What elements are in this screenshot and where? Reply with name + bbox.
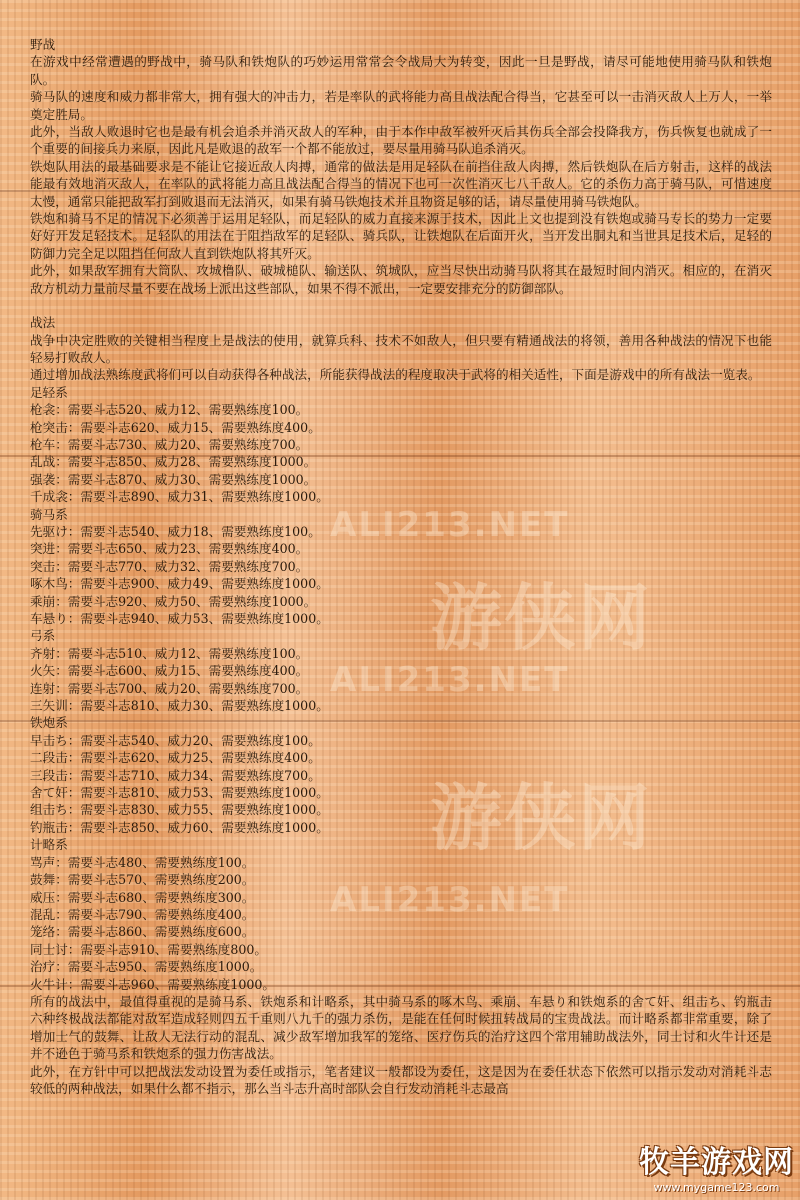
list-item: 组击ち：需要斗志830、威力55、需要熟练度1000。 (30, 802, 329, 818)
paragraph: 此外，在方针中可以把战法发动设置为委任或指示，笔者建议一般都设为委任，这是因为在委任状态下依然可以指示发动对消耗斗志较低的两种战法，如果什么都不指示，那么当斗志升高时部队会自行发动消耗斗志最高 (30, 1063, 772, 1096)
group-heading-cavalry: 骑马系 (30, 506, 68, 522)
list-item: 先驱け：需要斗志540、威力18、需要熟练度100。 (30, 523, 321, 539)
group-heading-strategy: 计略系 (30, 837, 68, 853)
list-item: 舍て奸：需要斗志810、威力53、需要熟练度1000。 (30, 785, 329, 801)
section-heading-field-battle: 野战 (30, 37, 56, 52)
list-item: 连射：需要斗志700、威力20、需要熟练度700。 (30, 680, 309, 696)
list-item: 枪突击：需要斗志620、威力15、需要熟练度400。 (30, 419, 321, 435)
paragraph: 此外，当敌人败退时它也是最有机会追杀并消灭敌人的军种，由于本作中敌军被歼灭后其伤兵全部会投降我方，伤兵恢复也就成了一个重要的间接兵力来原，因此凡是败退的敌军一个都不能放过，要尽量用骑马队追杀消灭。 (30, 124, 772, 157)
list-item: 突进：需要斗志650、威力23、需要熟练度400。 (30, 541, 309, 557)
list-item: 二段击：需要斗志620、威力25、需要熟练度400。 (30, 750, 321, 766)
list-item: 同士讨：需要斗志910、需要熟练度800。 (30, 941, 267, 957)
list-item: 治疗：需要斗志950、需要熟练度1000。 (30, 959, 263, 975)
logo-title: 牧羊游戏网 (639, 1145, 794, 1180)
paragraph: 骑马队的速度和威力都非常大，拥有强大的冲击力，若是率队的武将能力高且战法配合得当，它甚至可以一击消灭敌人上万人，一举奠定胜局。 (30, 89, 772, 122)
watermark-youxia: 游侠网 (430, 776, 653, 860)
list-item: 车悬り：需要斗志940、威力53、需要熟练度1000。 (30, 611, 329, 626)
list-item: 骂声：需要斗志480、需要熟练度100。 (30, 854, 255, 870)
list-item: 强袭：需要斗志870、威力30、需要熟练度1000。 (30, 471, 317, 487)
group-heading-gun: 铁炮系 (30, 715, 68, 731)
watermark-youxia: 游侠网 (430, 576, 653, 660)
article-content (30, 36, 772, 1097)
paragraph: 在游戏中经常遭遇的野战中，骑马队和铁炮队的巧妙运用常常会令战局大为转变，因此一旦是野战，请尽可能地使用骑马队和铁炮队。 (30, 54, 772, 87)
list-item: 突击：需要斗志770、威力32、需要熟练度700。 (30, 558, 309, 574)
list-item: 乱战：需要斗志850、威力28、需要熟练度1000。 (30, 454, 317, 470)
list-item: 三段击：需要斗志710、威力34、需要熟练度700。 (30, 767, 321, 783)
watermark-ali213: ALI213.NET (330, 880, 570, 920)
list-item: 火矢：需要斗志600、威力15、需要熟练度400。 (30, 663, 309, 679)
section-spacer (30, 297, 772, 314)
list-item: 齐射：需要斗志510、威力12、需要熟练度100。 (30, 645, 309, 661)
list-item: 三矢训：需要斗志810、威力30、需要熟练度1000。 (30, 698, 329, 714)
list-item: 枪车：需要斗志730、威力20、需要熟练度700。 (30, 436, 309, 452)
paragraph: 铁炮和骑马不足的情况下必须善于运用足轻队，而足轻队的威力直接来源于技术，因此上文也提到没有铁炮或骑马专长的势力一定要好好开发足轻技术。足轻队的用法在于阻挡敌军的足轻队、骑兵队，让铁炮队在后面开火，当开发出胴丸和当世具足技术后，足轻的防御力完全足以阻挡任何敌人直到铁炮队将其歼灭。 (30, 211, 772, 261)
list-item: 乘崩：需要斗志920、威力50、需要熟练度1000。 (30, 593, 317, 609)
list-item: 钓瓶击：需要斗志850、威力60、需要熟练度1000。 (30, 819, 329, 835)
list-item: 笼络：需要斗志860、需要熟练度600。 (30, 924, 255, 940)
list-item: 威压：需要斗志680、需要熟练度300。 (30, 889, 255, 905)
paragraph: 铁炮队用法的最基础要求是不能让它接近敌人肉搏，通常的做法是用足轻队在前挡住敌人肉搏，然后铁炮队在后方射击，这样的战法能最有效地消灭敌人，在率队的武将能力高且战法配合得当的情况下也可一次性消灭七八千敌人。它的杀伤力高于骑马队，可惜速度太慢，通常只能把敌军打到败退而无法消灭，如果有骑马铁炮技术并且物资足够的话，请尽量使用骑马铁炮队。 (30, 158, 772, 209)
watermark-ali213: ALI213.NET (330, 505, 570, 545)
watermark-ali213: ALI213.NET (330, 660, 570, 700)
list-item: 火牛计：需要斗志960、需要熟练度1000。 (30, 976, 275, 992)
section-heading-tactics: 战法 (30, 315, 56, 331)
list-item: 啄木鸟：需要斗志900、威力49、需要熟练度1000。 (30, 576, 329, 592)
group-heading-ashigaru: 足轻系 (30, 384, 68, 400)
site-logo[interactable] (639, 1137, 794, 1194)
logo-url: www.mygame123.com (653, 1181, 780, 1194)
list-item: 早击ち：需要斗志540、威力20、需要熟练度100。 (30, 732, 321, 748)
list-item: 混乱：需要斗志790、需要熟练度400。 (30, 906, 255, 922)
paragraph: 此外，如果敌军拥有大筒队、攻城橹队、破城槌队、输送队、筑城队，应当尽快出动骑马队将其在最短时间内消灭。相应的，在消灭敌方机动力量前尽量不要在战场上派出这些部队，如果不得不派出，一定要安排充分的防御部队。 (30, 263, 772, 296)
group-heading-bow: 弓系 (30, 628, 56, 644)
list-item: 枪衾：需要斗志520、威力12、需要熟练度100。 (30, 402, 309, 418)
paragraph: 战争中决定胜败的关键相当程度上是战法的使用，就算兵科、技术不如敌人，但只要有精通战法的将领，善用各种战法的情况下也能轻易打败敌人。 (30, 332, 772, 365)
paragraph: 所有的战法中，最值得重视的是骑马系、铁炮系和计略系，其中骑马系的啄木鸟、乘崩、车悬り和铁炮系的舍て奸、组击ち、钓瓶击六种终极战法都能对敌军造成轻则四五千重则八九千的强力杀伤，是能在任何时候扭转战局的宝贵战法。而计略系都非常重要，除了增加士气的鼓舞、让敌人无法行动的混乱、减少敌军增加我军的笼络、医疗伤兵的治疗这四个常用辅助战法外，同士讨和火牛计还是并不逊色于骑马系和铁炮系的强力伤害战法。 (30, 993, 772, 1062)
list-item: 鼓舞：需要斗志570、需要熟练度200。 (30, 872, 255, 888)
list-item: 千成衾：需要斗志890、威力31、需要熟练度1000。 (30, 489, 329, 505)
paragraph: 通过增加战法熟练度武将们可以自动获得各种战法，所能获得战法的程度取决于武将的相关适性，下面是游戏中的所有战法一览表。 (30, 367, 761, 383)
